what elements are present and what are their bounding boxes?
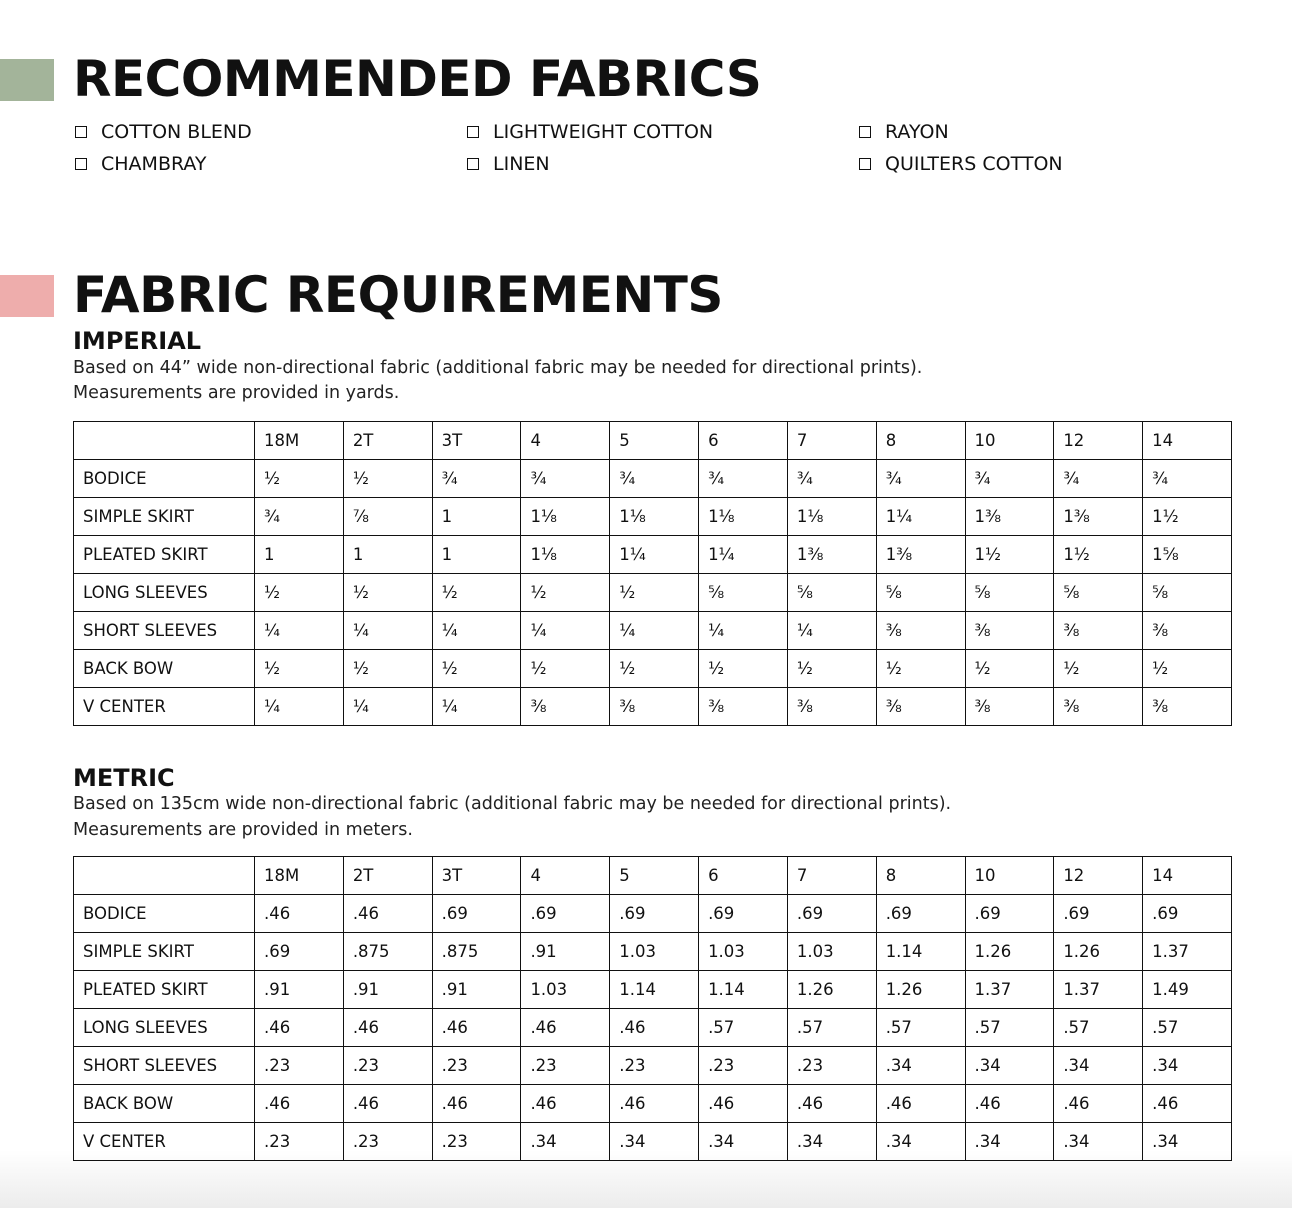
value-cell: ⅝	[1054, 574, 1143, 612]
table-row	[74, 933, 1232, 971]
value-cell: ½	[521, 650, 610, 688]
size-header-cell: 18M	[255, 857, 344, 895]
size-header-cell: 10	[965, 857, 1054, 895]
value-cell: ¼	[787, 612, 876, 650]
section-accent-bar-pink	[0, 275, 54, 317]
fabric-label: COTTON BLEND	[101, 121, 252, 143]
fabric-label: QUILTERS COTTON	[885, 153, 1063, 175]
value-cell: .34	[876, 1047, 965, 1085]
value-cell: .57	[1143, 1009, 1232, 1047]
size-header-cell: 3T	[432, 422, 521, 460]
header-corner-cell	[74, 857, 255, 895]
value-cell: 1¼	[699, 536, 788, 574]
value-cell: .69	[965, 895, 1054, 933]
value-cell: .34	[610, 1123, 699, 1161]
value-cell: ½	[610, 574, 699, 612]
table-row	[74, 971, 1232, 1009]
value-cell: .34	[876, 1123, 965, 1161]
value-cell: .34	[965, 1047, 1054, 1085]
table-row	[74, 1009, 1232, 1047]
value-cell: .34	[1054, 1123, 1143, 1161]
value-cell: ¾	[521, 460, 610, 498]
value-cell: .57	[876, 1009, 965, 1047]
value-cell: ½	[255, 650, 344, 688]
size-header-cell: 5	[610, 857, 699, 895]
size-header-cell: 4	[521, 422, 610, 460]
table-row	[74, 1047, 1232, 1085]
table-row	[74, 574, 1232, 612]
size-header-cell: 8	[876, 422, 965, 460]
value-cell: .46	[255, 1009, 344, 1047]
value-cell: .23	[699, 1047, 788, 1085]
value-cell: ½	[255, 460, 344, 498]
value-cell: .69	[699, 895, 788, 933]
value-cell: 1⅛	[521, 536, 610, 574]
value-cell: .91	[432, 971, 521, 1009]
value-cell: ⅜	[1143, 688, 1232, 726]
fabric-label: LIGHTWEIGHT COTTON	[493, 121, 714, 143]
value-cell: 1.14	[876, 933, 965, 971]
value-cell: .34	[965, 1123, 1054, 1161]
recommended-fabrics-title: RECOMMENDED FABRICS	[73, 50, 762, 108]
value-cell: ⅜	[787, 688, 876, 726]
value-cell: .57	[787, 1009, 876, 1047]
value-cell: .46	[1143, 1085, 1232, 1123]
metric-note-line1: Based on 135cm wide non-directional fabric (additional fabric may be needed for directional prints).	[73, 794, 952, 814]
value-cell: 1.14	[610, 971, 699, 1009]
value-cell: ¾	[699, 460, 788, 498]
value-cell: .46	[521, 1009, 610, 1047]
value-cell: ½	[699, 650, 788, 688]
fabric-label: RAYON	[885, 121, 949, 143]
table-row	[74, 612, 1232, 650]
value-cell: .34	[1054, 1047, 1143, 1085]
row-label-cell: V CENTER	[74, 1123, 255, 1161]
size-header-cell: 14	[1143, 422, 1232, 460]
size-header-cell: 4	[521, 857, 610, 895]
value-cell: .46	[965, 1085, 1054, 1123]
value-cell: ¾	[965, 460, 1054, 498]
checkbox-icon[interactable]	[859, 126, 871, 138]
value-cell: ½	[432, 650, 521, 688]
row-label-cell: SIMPLE SKIRT	[74, 498, 255, 536]
value-cell: ⅜	[965, 612, 1054, 650]
value-cell: ½	[343, 460, 432, 498]
value-cell: 1⅝	[1143, 536, 1232, 574]
value-cell: 1.26	[876, 971, 965, 1009]
row-label-cell: SHORT SLEEVES	[74, 612, 255, 650]
value-cell: 1	[255, 536, 344, 574]
value-cell: .46	[876, 1085, 965, 1123]
value-cell: .46	[1054, 1085, 1143, 1123]
value-cell: ½	[255, 574, 344, 612]
size-header-cell: 7	[787, 857, 876, 895]
value-cell: ⅜	[699, 688, 788, 726]
row-label-cell: LONG SLEEVES	[74, 1009, 255, 1047]
value-cell: .46	[432, 1085, 521, 1123]
value-cell: .69	[255, 933, 344, 971]
value-cell: ⅜	[610, 688, 699, 726]
value-cell: .46	[521, 1085, 610, 1123]
value-cell: ½	[876, 650, 965, 688]
imperial-note-line2: Measurements are provided in yards.	[73, 383, 400, 403]
value-cell: ⅜	[1054, 688, 1143, 726]
value-cell: ⅜	[1054, 612, 1143, 650]
size-header-cell: 5	[610, 422, 699, 460]
value-cell: .46	[699, 1085, 788, 1123]
value-cell: 1.26	[1054, 933, 1143, 971]
size-header-cell: 2T	[343, 422, 432, 460]
size-header-cell: 2T	[343, 857, 432, 895]
value-cell: .46	[255, 895, 344, 933]
value-cell: .46	[787, 1085, 876, 1123]
value-cell: .46	[343, 1085, 432, 1123]
value-cell: ¼	[610, 612, 699, 650]
value-cell: .23	[343, 1047, 432, 1085]
row-label-cell: PLEATED SKIRT	[74, 536, 255, 574]
fabric-requirements-title: FABRIC REQUIREMENTS	[73, 266, 723, 324]
value-cell: ¼	[432, 612, 521, 650]
size-header-cell: 18M	[255, 422, 344, 460]
imperial-heading: IMPERIAL	[73, 327, 202, 355]
value-cell: 1.14	[699, 971, 788, 1009]
row-label-cell: V CENTER	[74, 688, 255, 726]
size-header-cell: 6	[699, 857, 788, 895]
table-row	[74, 460, 1232, 498]
value-cell: ⅞	[343, 498, 432, 536]
value-cell: .23	[432, 1047, 521, 1085]
value-cell: ¾	[610, 460, 699, 498]
table-header-row	[74, 422, 1232, 460]
value-cell: .23	[255, 1047, 344, 1085]
value-cell: ⅜	[1143, 612, 1232, 650]
value-cell: ⅝	[1143, 574, 1232, 612]
value-cell: ½	[521, 574, 610, 612]
value-cell: ¾	[255, 498, 344, 536]
value-cell: .69	[610, 895, 699, 933]
value-cell: ¼	[432, 688, 521, 726]
value-cell: 1	[432, 498, 521, 536]
size-header-cell: 6	[699, 422, 788, 460]
value-cell: 1	[432, 536, 521, 574]
value-cell: ¼	[343, 688, 432, 726]
value-cell: 1.03	[699, 933, 788, 971]
value-cell: ¾	[787, 460, 876, 498]
row-label-cell: SIMPLE SKIRT	[74, 933, 255, 971]
value-cell: .875	[432, 933, 521, 971]
imperial-table	[73, 421, 1232, 726]
metric-note-line2: Measurements are provided in meters.	[73, 820, 413, 840]
value-cell: ⅜	[521, 688, 610, 726]
value-cell: ⅜	[876, 688, 965, 726]
row-label-cell: BODICE	[74, 460, 255, 498]
value-cell: ¾	[876, 460, 965, 498]
checkbox-icon[interactable]	[467, 126, 479, 138]
value-cell: 1⅜	[1054, 498, 1143, 536]
value-cell: 1.49	[1143, 971, 1232, 1009]
value-cell: .23	[432, 1123, 521, 1161]
row-label-cell: LONG SLEEVES	[74, 574, 255, 612]
table-row	[74, 1085, 1232, 1123]
value-cell: .34	[521, 1123, 610, 1161]
value-cell: .69	[876, 895, 965, 933]
value-cell: ½	[787, 650, 876, 688]
value-cell: 1.03	[787, 933, 876, 971]
fabric-item[interactable]	[859, 149, 1063, 179]
value-cell: 1⅛	[610, 498, 699, 536]
value-cell: 1⅜	[876, 536, 965, 574]
size-header-cell: 8	[876, 857, 965, 895]
value-cell: 1.03	[521, 971, 610, 1009]
value-cell: 1.37	[1143, 933, 1232, 971]
value-cell: .46	[432, 1009, 521, 1047]
fabric-item[interactable]	[859, 117, 949, 147]
value-cell: .34	[1143, 1123, 1232, 1161]
table-row	[74, 650, 1232, 688]
value-cell: 1¼	[876, 498, 965, 536]
value-cell: 1.03	[610, 933, 699, 971]
value-cell: ¾	[432, 460, 521, 498]
table-header-row	[74, 857, 1232, 895]
value-cell: ½	[1054, 650, 1143, 688]
value-cell: 1⅛	[699, 498, 788, 536]
value-cell: 1.26	[787, 971, 876, 1009]
metric-heading: METRIC	[73, 764, 175, 792]
value-cell: .23	[787, 1047, 876, 1085]
value-cell: ½	[1143, 650, 1232, 688]
row-label-cell: SHORT SLEEVES	[74, 1047, 255, 1085]
value-cell: .34	[1143, 1047, 1232, 1085]
size-header-cell: 3T	[432, 857, 521, 895]
metric-table	[73, 856, 1232, 1161]
table-row	[74, 688, 1232, 726]
value-cell: ⅝	[965, 574, 1054, 612]
checkbox-icon[interactable]	[467, 158, 479, 170]
value-cell: 1¼	[610, 536, 699, 574]
section-accent-bar-green	[0, 59, 54, 101]
value-cell: .34	[699, 1123, 788, 1161]
value-cell: .69	[521, 895, 610, 933]
value-cell: ½	[432, 574, 521, 612]
value-cell: .91	[343, 971, 432, 1009]
value-cell: ⅜	[876, 612, 965, 650]
value-cell: ¼	[255, 688, 344, 726]
size-header-cell: 7	[787, 422, 876, 460]
value-cell: ⅜	[965, 688, 1054, 726]
fabric-item[interactable]	[75, 117, 252, 147]
value-cell: .46	[343, 895, 432, 933]
row-label-cell: PLEATED SKIRT	[74, 971, 255, 1009]
value-cell: .91	[521, 933, 610, 971]
table-row	[74, 498, 1232, 536]
value-cell: .23	[610, 1047, 699, 1085]
value-cell: 1.37	[965, 971, 1054, 1009]
value-cell: 1.26	[965, 933, 1054, 971]
value-cell: .46	[610, 1009, 699, 1047]
row-label-cell: BACK BOW	[74, 1085, 255, 1123]
value-cell: 1⅜	[787, 536, 876, 574]
value-cell: .46	[343, 1009, 432, 1047]
fabric-item[interactable]	[467, 149, 550, 179]
value-cell: .69	[432, 895, 521, 933]
fabric-item[interactable]	[75, 149, 207, 179]
size-header-cell: 14	[1143, 857, 1232, 895]
value-cell: ¼	[521, 612, 610, 650]
row-label-cell: BACK BOW	[74, 650, 255, 688]
value-cell: ⅝	[787, 574, 876, 612]
value-cell: .46	[610, 1085, 699, 1123]
value-cell: 1	[343, 536, 432, 574]
value-cell: ½	[343, 574, 432, 612]
table-row	[74, 895, 1232, 933]
value-cell: 1½	[1054, 536, 1143, 574]
size-header-cell: 12	[1054, 857, 1143, 895]
row-label-cell: BODICE	[74, 895, 255, 933]
value-cell: 1½	[1143, 498, 1232, 536]
value-cell: .57	[699, 1009, 788, 1047]
value-cell: ¾	[1054, 460, 1143, 498]
value-cell: 1.37	[1054, 971, 1143, 1009]
fabric-label: LINEN	[493, 153, 550, 175]
value-cell: .34	[787, 1123, 876, 1161]
value-cell: .91	[255, 971, 344, 1009]
value-cell: .69	[1054, 895, 1143, 933]
size-header-cell: 12	[1054, 422, 1143, 460]
value-cell: .23	[343, 1123, 432, 1161]
value-cell: ¼	[343, 612, 432, 650]
value-cell: ½	[343, 650, 432, 688]
recommended-fabrics-list	[75, 117, 1255, 181]
value-cell: .57	[965, 1009, 1054, 1047]
value-cell: ¼	[699, 612, 788, 650]
fabric-item[interactable]	[467, 117, 713, 147]
header-corner-cell	[74, 422, 255, 460]
value-cell: .69	[787, 895, 876, 933]
value-cell: .875	[343, 933, 432, 971]
value-cell: .23	[255, 1123, 344, 1161]
value-cell: 1⅛	[787, 498, 876, 536]
value-cell: ⅝	[876, 574, 965, 612]
value-cell: .46	[255, 1085, 344, 1123]
value-cell: .57	[1054, 1009, 1143, 1047]
value-cell: ½	[610, 650, 699, 688]
size-header-cell: 10	[965, 422, 1054, 460]
fabric-label: CHAMBRAY	[101, 153, 207, 175]
checkbox-icon[interactable]	[75, 158, 87, 170]
checkbox-icon[interactable]	[859, 158, 871, 170]
value-cell: .23	[521, 1047, 610, 1085]
value-cell: 1⅛	[521, 498, 610, 536]
table-row	[74, 536, 1232, 574]
value-cell: .69	[1143, 895, 1232, 933]
table-row	[74, 1123, 1232, 1161]
value-cell: ¾	[1143, 460, 1232, 498]
value-cell: ¼	[255, 612, 344, 650]
value-cell: 1⅜	[965, 498, 1054, 536]
checkbox-icon[interactable]	[75, 126, 87, 138]
value-cell: 1½	[965, 536, 1054, 574]
value-cell: ½	[965, 650, 1054, 688]
imperial-note-line1: Based on 44” wide non-directional fabric (additional fabric may be needed for directional prints).	[73, 358, 923, 378]
value-cell: ⅝	[699, 574, 788, 612]
